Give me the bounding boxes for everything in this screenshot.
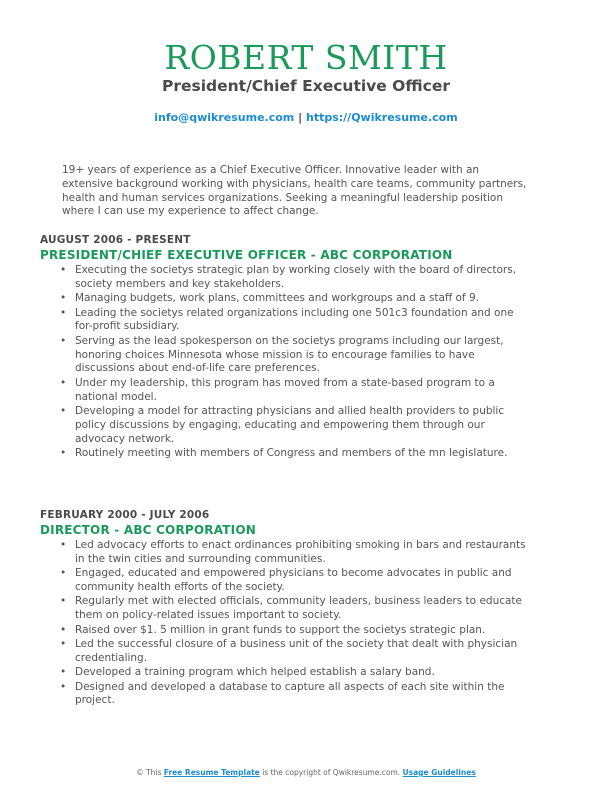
bullet-icon: • [60,637,67,650]
job-title: DIRECTOR - ABC CORPORATION [40,523,256,537]
list-item [40,666,530,680]
free-resume-template-link[interactable]: Free Resume Template [163,768,260,777]
job-dates: AUGUST 2006 - PRESENT [40,234,191,246]
bullet-icon: • [60,264,67,276]
bullet-text: Engaged, educated and empowered physicians to become advocates in public and community health efforts of the society. [75,567,512,593]
job-title: PRESIDENT/CHIEF EXECUTIVE OFFICER - ABC CORPORATION [40,248,453,262]
bullet-text: Serving as the lead spokesperson on the societys programs including our largest, honoring choices Minnesota whose mission is to encourage families to have discussions about end-of-life care preferences. [75,334,504,375]
bullet-text: Led the successful closure of a business unit of the society that dealt with physician credentialing. [75,637,518,664]
website-link[interactable]: https://Qwikresume.com [305,111,458,124]
bullet-icon: • [60,306,67,319]
list-item [40,377,530,405]
bullet-text: Developing a model for attracting physicians and allied health providers to public policy discussions by engaging, educating and empowering them through our advocacy network. [75,404,505,445]
usage-guidelines-link[interactable]: Usage Guidelines [402,768,476,777]
candidate-name: ROBERT SMITH [164,38,448,77]
experience-entry [40,234,530,461]
bullet-text: Managing budgets, work plans, committees and workgroups and a staff of 9. [75,292,480,305]
job-dates: FEBRUARY 2000 - JULY 2006 [40,509,210,521]
bullet-text: Routinely meeting with members of Congress and members of the mn legislature. [75,446,508,459]
bullet-text: Executing the societys strategic plan by working closely with the board of directors, society members and key stakeholders. [75,264,517,290]
bullet-icon: • [60,666,67,679]
bullet-icon: • [60,292,67,305]
contact-line [0,111,612,125]
footer-middle: is the copyright of Qwikresume.com. [262,768,401,777]
bullet-text: Developed a training program which helped establish a salary band. [75,666,435,679]
bullet-text: Leading the societys related organizations including one 501c3 foundation and one for-profit subsidiary. [75,306,514,333]
bullet-icon: • [60,680,67,693]
summary-paragraph: 19+ years of experience as a Chief Executive Officer. Innovative leader with an extensive background working with physicians, health care teams, community partners, health and human services organizations. Seeking a meaningful leadership position where I can use my experience to affect change. [62,164,527,218]
bullet-icon: • [60,446,67,459]
list-item [40,681,530,709]
experience-entry [40,509,530,709]
copyright-footer [0,768,612,778]
list-item [40,595,530,623]
list-item [40,539,530,567]
bullet-text: Designed and developed a database to capture all aspects of each site within the project. [75,680,505,707]
list-item [40,405,530,446]
contact-separator: | [298,111,303,124]
list-item [40,624,530,638]
email-link[interactable]: info@qwikresume.com [154,111,295,124]
candidate-role: President/Chief Executive Officer [161,77,450,95]
bullet-icon: • [60,623,67,636]
bullet-icon: • [60,376,67,389]
list-item [40,567,530,595]
footer-prefix: © This [136,768,162,777]
bullet-text: Under my leadership, this program has moved from a state-based program to a national model. [75,376,495,403]
bullet-icon: • [60,404,67,417]
bullet-text: Led advocacy efforts to enact ordinances prohibiting smoking in bars and restaurants in the twin cities and surrounding communities. [75,539,526,565]
list-item [40,264,530,292]
list-item [40,638,530,666]
bullet-icon: • [60,567,67,580]
list-item [40,307,530,335]
bullet-icon: • [60,334,67,347]
bullet-icon: • [60,539,67,551]
bullet-icon: • [60,595,67,608]
list-item [40,335,530,376]
bullet-text: Regularly met with elected officials, community leaders, business leaders to educate them on policy-related issues important to society. [75,595,523,622]
job-bullet-list [40,539,530,708]
list-item [40,292,530,306]
bullet-text: Raised over $1. 5 million in grant funds to support the societys strategic plan. [75,623,486,636]
job-bullet-list [40,264,530,461]
list-item [40,447,530,461]
